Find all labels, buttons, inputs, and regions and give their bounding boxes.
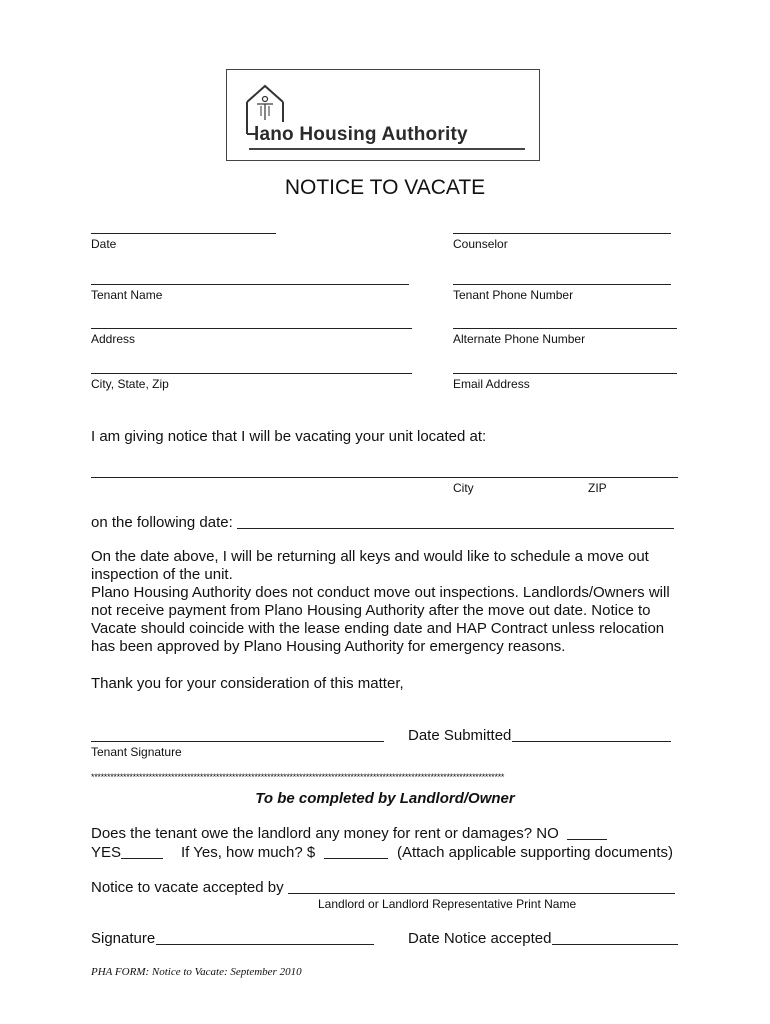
- no-line[interactable]: [567, 839, 607, 840]
- city-label: City: [453, 481, 474, 495]
- alt-phone-label: Alternate Phone Number: [453, 332, 586, 346]
- zip-label: ZIP: [588, 481, 607, 495]
- logo-box: [226, 69, 540, 161]
- owe-question: Does the tenant owe the landlord any money for rent or damages? NO: [91, 825, 559, 842]
- date-submitted-label: Date Submitted: [408, 727, 512, 744]
- footer: PHA FORM: Notice to Vacate: September 2010: [91, 966, 302, 978]
- yes-line[interactable]: [121, 858, 163, 859]
- tenant-phone-line[interactable]: [453, 284, 671, 285]
- tenant-signature-line[interactable]: [91, 741, 384, 742]
- landlord-heading: To be completed by Landlord/Owner: [255, 790, 515, 807]
- date-submitted-line[interactable]: [512, 741, 671, 742]
- counselor-line[interactable]: [453, 233, 671, 234]
- paragraph-1-line-2: inspection of the unit.: [91, 566, 233, 583]
- amount-line[interactable]: [324, 858, 388, 859]
- notice-line: I am giving notice that I will be vacating your unit located at:: [91, 428, 487, 445]
- notice-accepted-by-line[interactable]: [288, 893, 675, 894]
- separator: *********************************************************************************************************************************: [91, 772, 505, 782]
- tenant-name-line[interactable]: [91, 284, 409, 285]
- email-label: Email Address: [453, 377, 530, 391]
- logo-underline: [249, 148, 525, 150]
- email-line[interactable]: [453, 373, 677, 374]
- if-yes-label: If Yes, how much? $: [181, 844, 316, 861]
- city-state-zip-label: City, State, Zip: [91, 377, 169, 391]
- paragraph-2-line-2: not receive payment from Plano Housing Authority after the move out date. Notice to: [91, 602, 651, 619]
- landlord-print-name-label: Landlord or Landlord Representative Print Name: [318, 897, 577, 911]
- tenant-name-label: Tenant Name: [91, 288, 163, 302]
- logo-text: lano Housing Authority: [254, 124, 468, 145]
- tenant-signature-label: Tenant Signature: [91, 745, 182, 759]
- thank-you: Thank you for your consideration of this matter,: [91, 675, 404, 692]
- notice-accepted-by-label: Notice to vacate accepted by: [91, 879, 284, 896]
- alt-phone-line[interactable]: [453, 328, 677, 329]
- page-title: NOTICE TO VACATE: [284, 176, 486, 199]
- date-notice-accepted-label: Date Notice accepted: [408, 930, 552, 947]
- paragraph-2-line-3: Vacate should coincide with the lease ending date and HAP Contract unless relocation: [91, 620, 665, 637]
- city-state-zip-line[interactable]: [91, 373, 412, 374]
- tenant-phone-label: Tenant Phone Number: [453, 288, 574, 302]
- following-date-label: on the following date:: [91, 514, 233, 531]
- date-line[interactable]: [91, 233, 276, 234]
- signature-label: Signature: [91, 930, 156, 947]
- paragraph-2-line-1: Plano Housing Authority does not conduct move out inspections. Landlords/Owners will: [91, 584, 670, 601]
- paragraph-2: [91, 584, 670, 656]
- attach-note: (Attach applicable supporting documents): [397, 844, 673, 861]
- yes-label: YES: [91, 844, 122, 861]
- date-label: Date: [91, 237, 117, 251]
- following-date-line[interactable]: [237, 528, 674, 529]
- paragraph-1-line-1: On the date above, I will be returning all keys and would like to schedule a move out: [91, 548, 649, 565]
- paragraph-2-line-4: has been approved by Plano Housing Authority for emergency reasons.: [91, 638, 566, 655]
- unit-address-line[interactable]: [91, 477, 678, 478]
- address-label: Address: [91, 332, 136, 346]
- paragraph-1: [91, 548, 649, 584]
- counselor-label: Counselor: [453, 237, 508, 251]
- address-line[interactable]: [91, 328, 412, 329]
- date-notice-accepted-line[interactable]: [552, 944, 678, 945]
- signature-line[interactable]: [156, 944, 374, 945]
